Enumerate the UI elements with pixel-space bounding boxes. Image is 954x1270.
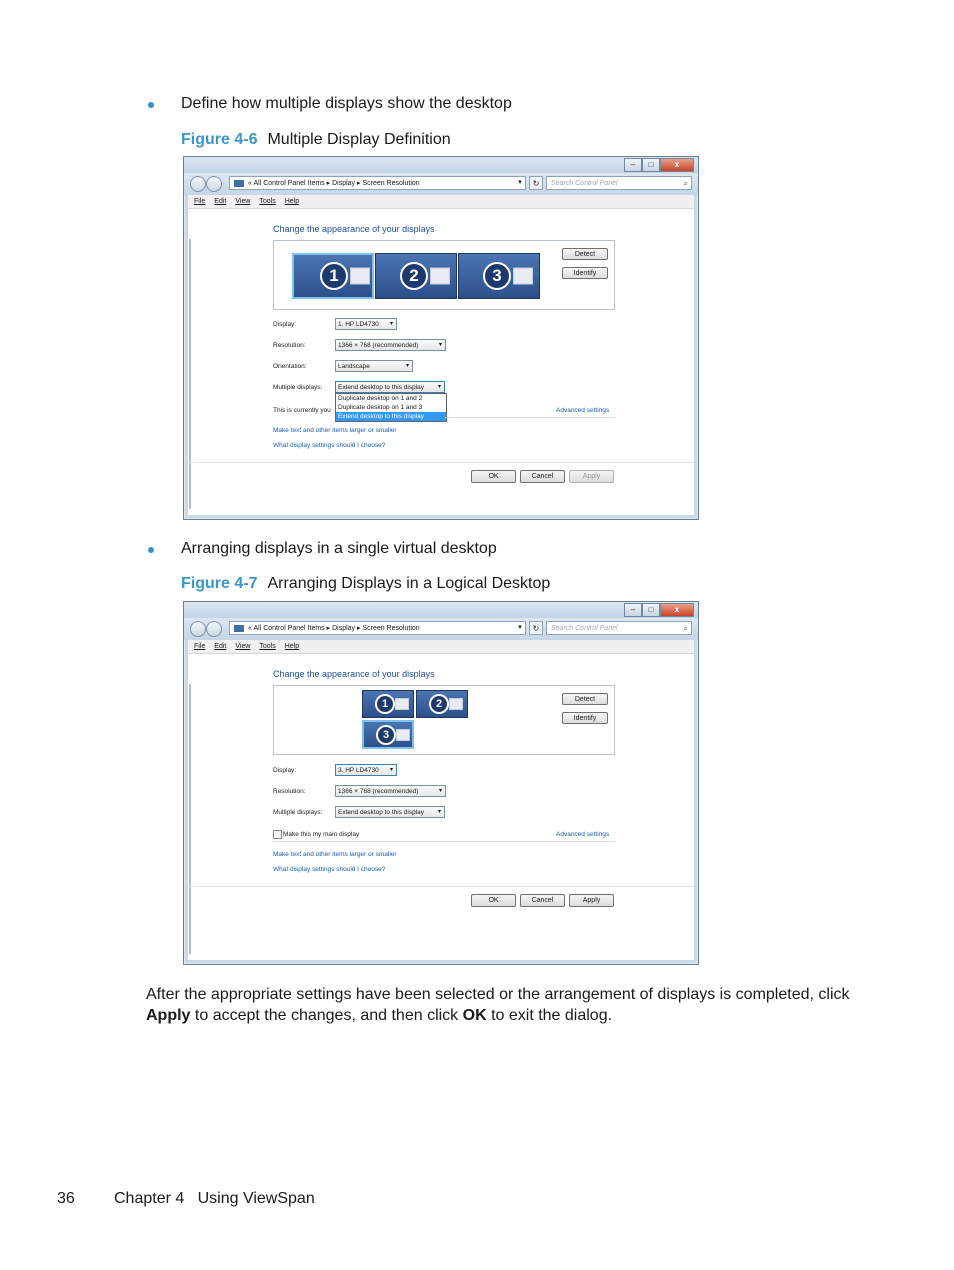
figure-label: Figure 4-6: [181, 131, 258, 148]
minimize-button[interactable]: –: [624, 158, 642, 172]
content-area: [188, 209, 694, 515]
menu-view[interactable]: View: [235, 643, 251, 650]
scroll-edge: [189, 239, 191, 509]
resolution-select[interactable]: 1366 × 768 (recommended) ▾: [335, 339, 446, 351]
multiple-displays-select[interactable]: Extend desktop to this display ▾: [335, 806, 445, 818]
monitor-2[interactable]: [375, 253, 457, 299]
multiple-displays-dropdown[interactable]: [335, 393, 447, 422]
paragraph-text: to exit the dialog.: [486, 1007, 613, 1024]
identify-button[interactable]: Identify: [562, 267, 608, 279]
chapter-title: Chapter 4 Using ViewSpan: [114, 1190, 315, 1207]
resolution-select[interactable]: 1366 × 768 (recommended) ▾: [335, 785, 446, 797]
monitor-2[interactable]: [416, 690, 468, 718]
title-bar: [184, 602, 698, 618]
forward-arrow-icon[interactable]: [206, 621, 222, 637]
search-input[interactable]: Search Control Panel ⌕: [546, 176, 692, 190]
menu-bar: [188, 640, 694, 654]
display-select[interactable]: 1. HP LD4730 ▾: [335, 318, 397, 330]
chevron-down-icon: ▾: [437, 384, 441, 390]
screen-resolution-window: [183, 601, 699, 965]
main-display-label: Make this my main display: [283, 831, 360, 838]
refresh-icon[interactable]: ↻: [529, 621, 543, 635]
display-help-link[interactable]: What display settings should I choose?: [273, 442, 386, 449]
breadcrumb[interactable]: « All Control Panel Items ▸ Display ▸ Screen Resolution: [229, 621, 526, 635]
body-paragraph: [146, 984, 866, 1026]
dropdown-option[interactable]: Duplicate desktop on 1 and 2: [338, 395, 423, 402]
display-select[interactable]: 3. HP LD4730 ▾: [335, 764, 397, 776]
menu-edit[interactable]: Edit: [214, 643, 227, 650]
address-bar: [184, 618, 698, 640]
back-arrow-icon[interactable]: [190, 176, 206, 192]
address-dropdown-icon[interactable]: ▾: [518, 624, 522, 631]
multiple-displays-select[interactable]: Extend desktop to this display ▾: [335, 381, 445, 393]
chevron-down-icon: ▾: [389, 321, 393, 327]
page-heading: Change the appearance of your displays: [273, 224, 435, 234]
monitor-icon: [234, 180, 244, 187]
page-heading: Change the appearance of your displays: [273, 669, 435, 679]
current-display-text: This is currently you: [273, 407, 331, 414]
orientation-label: Orientation:: [273, 363, 307, 370]
cancel-button[interactable]: Cancel: [520, 894, 565, 907]
monitor-number: 2: [400, 262, 428, 290]
chevron-down-icon: ▾: [438, 788, 442, 794]
divider: [273, 841, 615, 842]
page-number: 36: [57, 1190, 75, 1207]
figure-title: Multiple Display Definition: [267, 131, 451, 148]
monitor-1[interactable]: [292, 253, 374, 299]
text-size-link[interactable]: Make text and other items larger or smaller: [273, 427, 397, 434]
monitor-thumbnail-icon: [449, 698, 463, 710]
divider: [188, 462, 694, 463]
maximize-button[interactable]: □: [642, 158, 660, 172]
figure-label: Figure 4-7: [181, 575, 258, 592]
breadcrumb-item[interactable]: All Control Panel Items: [253, 625, 325, 632]
monitor-3[interactable]: [458, 253, 540, 299]
display-label: Display:: [273, 767, 297, 774]
detect-button[interactable]: Detect: [562, 693, 608, 705]
apply-button[interactable]: Apply: [569, 470, 614, 483]
maximize-button[interactable]: □: [642, 603, 660, 617]
apply-button[interactable]: Apply: [569, 894, 614, 907]
search-input[interactable]: Search Control Panel ⌕: [546, 621, 692, 635]
menu-help[interactable]: Help: [284, 643, 300, 650]
monitor-number: 1: [320, 262, 348, 290]
main-display-checkbox[interactable]: [273, 830, 282, 839]
monitor-thumbnail-icon: [396, 729, 410, 741]
screen-resolution-window: [183, 156, 699, 520]
monitor-thumbnail-icon: [513, 268, 533, 285]
advanced-settings-link[interactable]: Advanced settings: [556, 831, 610, 838]
breadcrumb-item[interactable]: Screen Resolution: [362, 180, 420, 187]
display-arrangement-panel: [273, 685, 615, 755]
orientation-select[interactable]: Landscape ▾: [335, 360, 413, 372]
address-dropdown-icon[interactable]: ▾: [518, 179, 522, 186]
bullet-dot: [148, 102, 154, 108]
figure-title: Arranging Displays in a Logical Desktop: [267, 575, 551, 592]
scroll-edge: [189, 684, 191, 954]
monitor-thumbnail-icon: [430, 268, 450, 285]
breadcrumb-item[interactable]: All Control Panel Items: [253, 180, 325, 187]
resolution-label: Resolution:: [273, 788, 306, 795]
close-button[interactable]: x: [660, 158, 694, 172]
bullet-text: Define how multiple displays show the desktop: [181, 95, 512, 112]
text-size-link[interactable]: Make text and other items larger or smaller: [273, 851, 397, 858]
figure-caption: [181, 131, 451, 149]
address-bar: [184, 173, 698, 195]
breadcrumb-item[interactable]: Display: [332, 180, 356, 187]
search-icon: ⌕: [683, 179, 688, 188]
detect-button[interactable]: Detect: [562, 248, 608, 260]
monitor-1[interactable]: [362, 690, 414, 718]
ok-button[interactable]: OK: [471, 470, 516, 483]
chevron-down-icon: ▾: [437, 809, 441, 815]
chevron-down-icon: ▾: [389, 767, 393, 773]
divider: [188, 886, 694, 887]
paragraph-text: to accept the changes, and then click: [190, 1007, 463, 1024]
breadcrumb-item[interactable]: Screen Resolution: [362, 625, 420, 632]
menu-bar: [188, 195, 694, 209]
ok-button[interactable]: OK: [471, 894, 516, 907]
chevron-down-icon: ▾: [405, 363, 409, 369]
search-icon: ⌕: [683, 624, 688, 633]
minimize-button[interactable]: –: [624, 603, 642, 617]
apply-keyword: Apply: [146, 1007, 191, 1024]
resolution-label: Resolution:: [273, 342, 306, 349]
back-arrow-icon[interactable]: [190, 621, 206, 637]
display-label: Display:: [273, 321, 297, 328]
close-button[interactable]: x: [660, 603, 694, 617]
bullet-text: Arranging displays in a single virtual desktop: [181, 540, 497, 557]
display-arrangement-panel: [273, 240, 615, 310]
menu-help[interactable]: Help: [284, 198, 300, 205]
paragraph-text: After the appropriate settings have been selected or the arrangement of displays is completed, click: [146, 986, 850, 1003]
multiple-displays-label: Multiple displays:: [273, 809, 323, 816]
advanced-settings-link[interactable]: Advanced settings: [556, 407, 610, 414]
multiple-displays-label: Multiple displays:: [273, 384, 323, 391]
dropdown-option[interactable]: Duplicate desktop on 1 and 3: [338, 404, 423, 411]
monitor-number: 1: [375, 694, 395, 714]
refresh-icon[interactable]: ↻: [529, 176, 543, 190]
ok-keyword: OK: [462, 1007, 487, 1024]
title-bar: [184, 157, 698, 173]
monitor-number: 3: [376, 725, 396, 745]
menu-tools[interactable]: Tools: [259, 198, 276, 205]
monitor-thumbnail-icon: [350, 268, 370, 285]
monitor-number: 3: [483, 262, 511, 290]
forward-arrow-icon[interactable]: [206, 176, 222, 192]
display-help-link[interactable]: What display settings should I choose?: [273, 866, 386, 873]
content-area: [188, 654, 694, 960]
menu-tools[interactable]: Tools: [259, 643, 276, 650]
monitor-icon: [234, 625, 244, 632]
identify-button[interactable]: Identify: [562, 712, 608, 724]
menu-edit[interactable]: Edit: [214, 198, 227, 205]
breadcrumb-item[interactable]: Display: [332, 625, 356, 632]
dropdown-option-selected[interactable]: Extend desktop to this display: [336, 412, 446, 421]
divider: [445, 417, 615, 418]
figure-caption: [181, 575, 550, 593]
monitor-3[interactable]: [362, 720, 414, 749]
chevron-down-icon: ▾: [438, 342, 442, 348]
monitor-number: 2: [429, 694, 449, 714]
bullet-dot: [148, 547, 154, 553]
menu-file[interactable]: File: [194, 198, 206, 205]
breadcrumb[interactable]: « All Control Panel Items ▸ Display ▸ Screen Resolution: [229, 176, 526, 190]
cancel-button[interactable]: Cancel: [520, 470, 565, 483]
monitor-thumbnail-icon: [395, 698, 409, 710]
menu-file[interactable]: File: [194, 643, 206, 650]
menu-view[interactable]: View: [235, 198, 251, 205]
